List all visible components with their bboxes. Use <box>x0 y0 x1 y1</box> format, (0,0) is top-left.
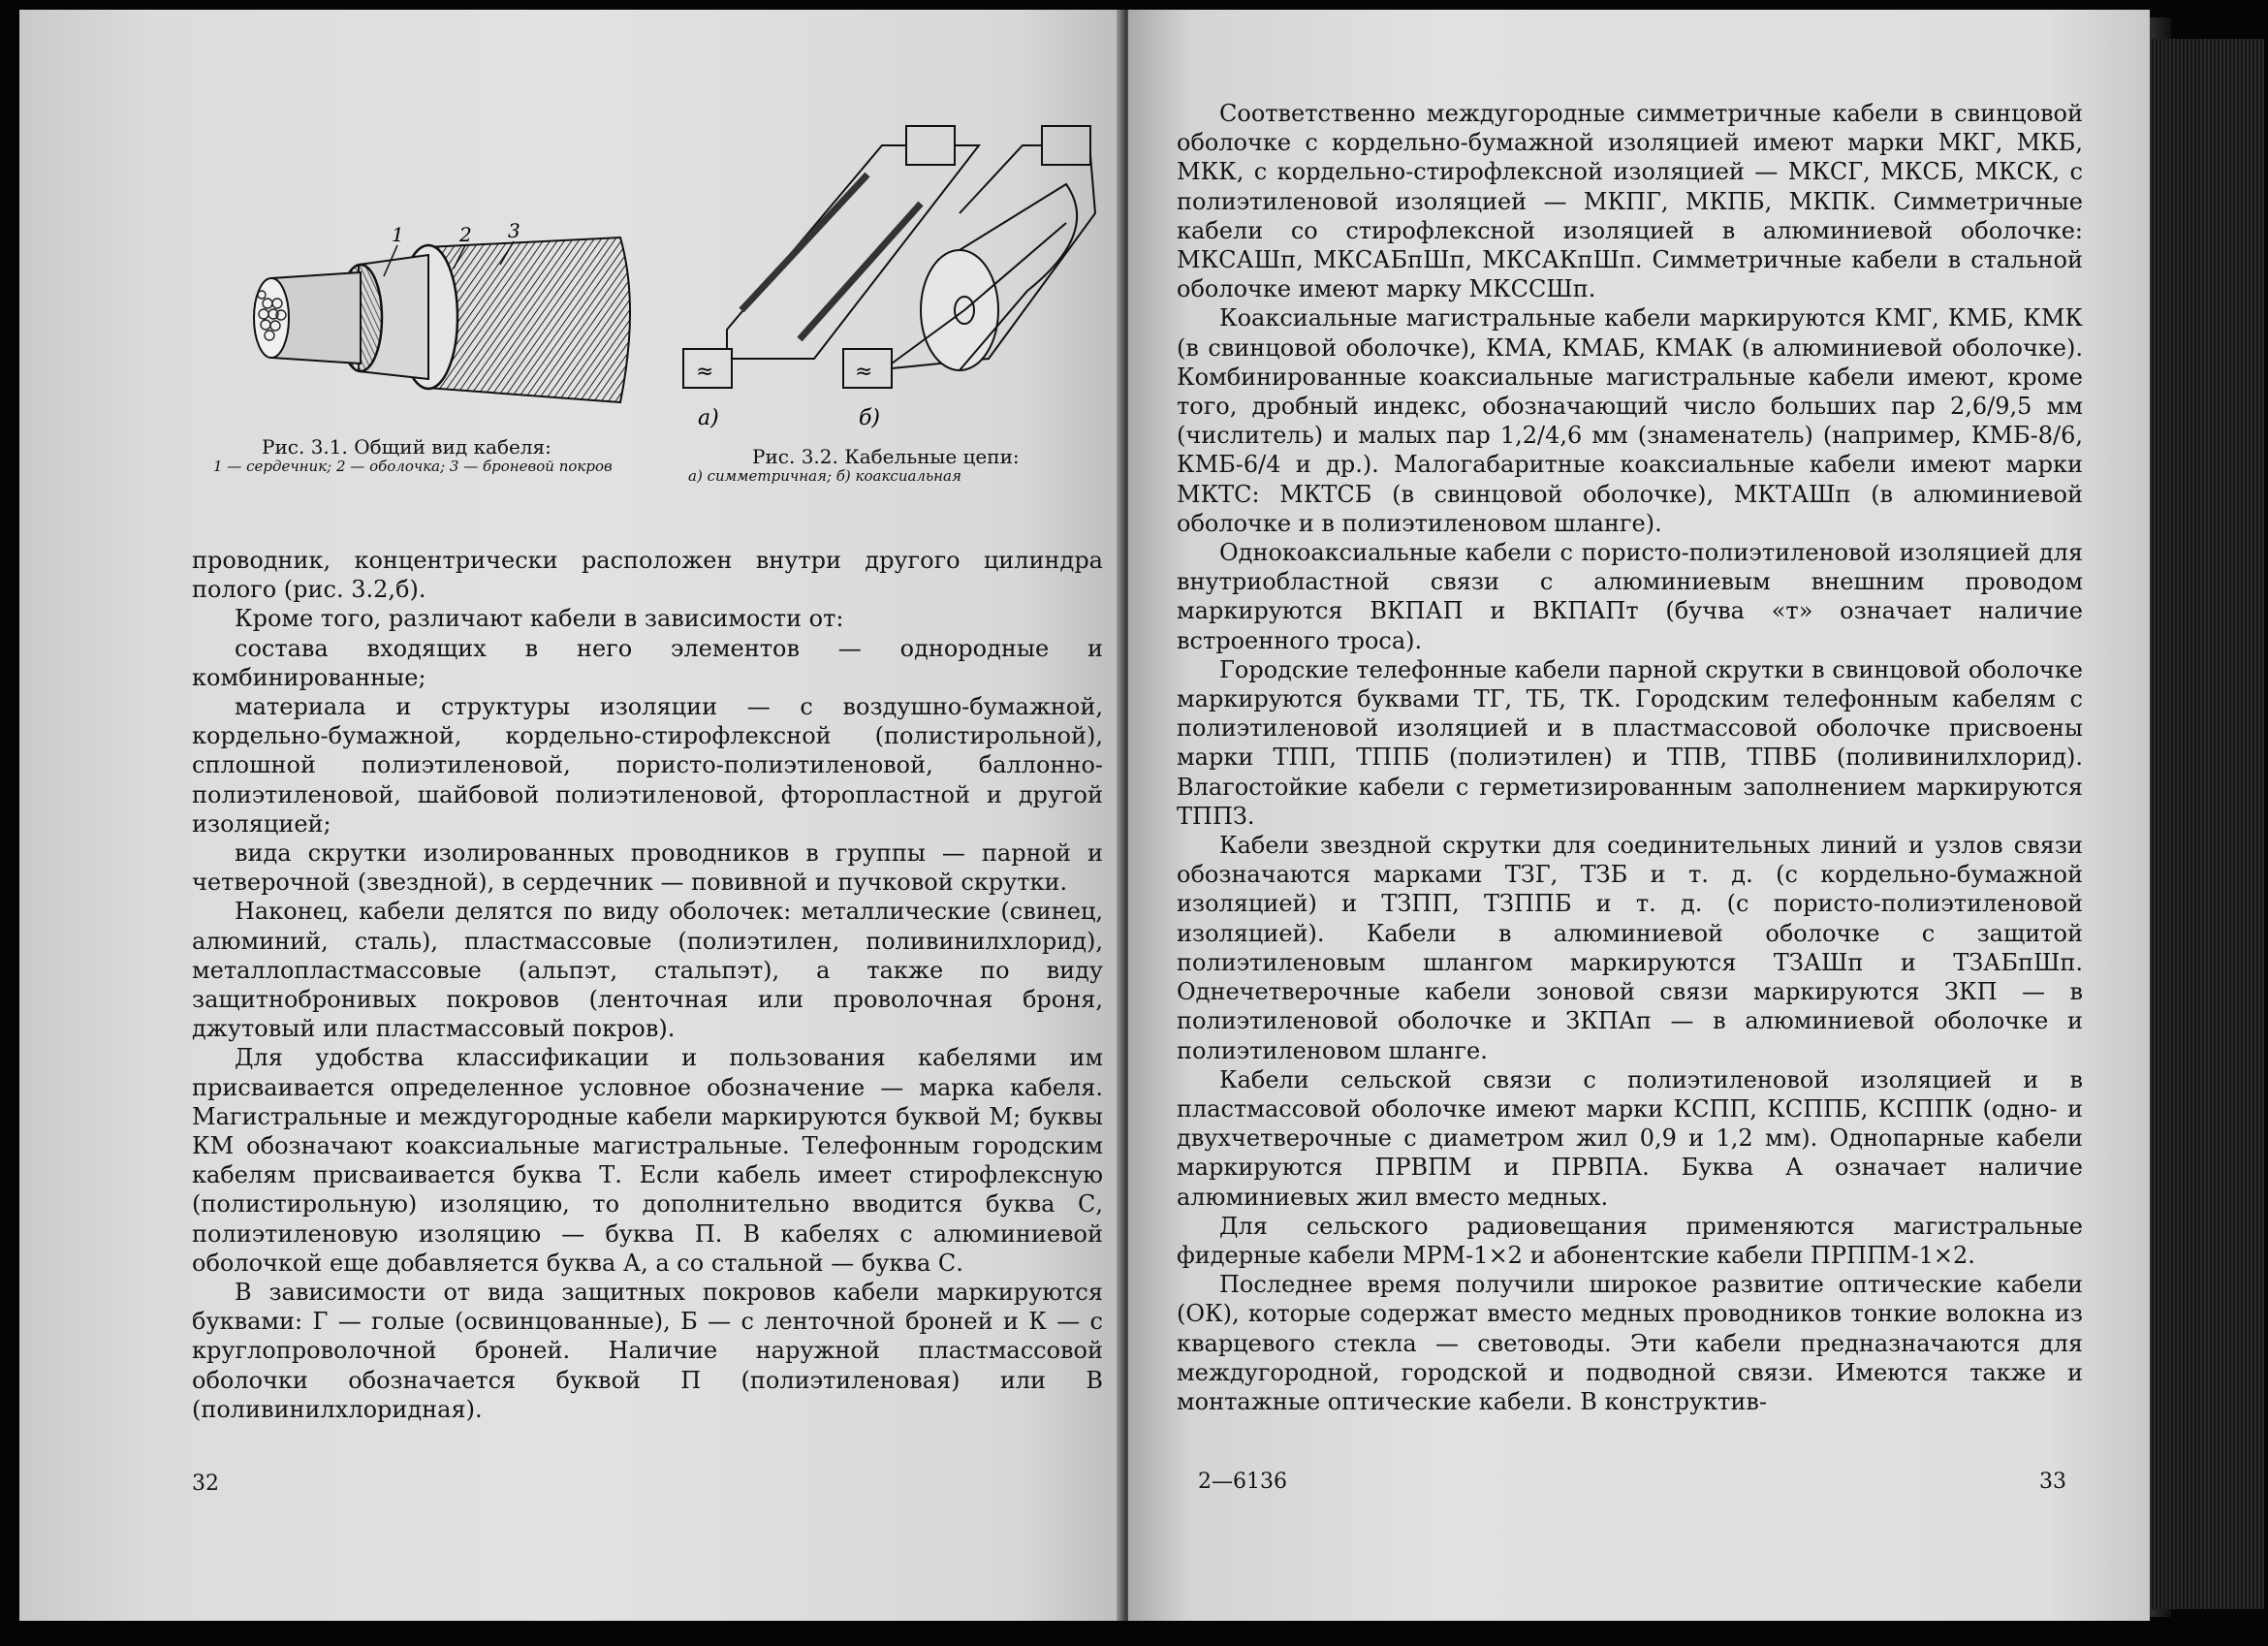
left-page-body <box>192 546 1103 1424</box>
paragraph: Последнее время получили широкое развитие оптические кабели (ОК), которые содержат вместо медных проводников тонкие волокна из кварцевого стекла — световоды. Эти кабели предназначаются для междугородной, городской и подводной связи. Имеются также и монтажные оптические кабели. В конструктив- <box>1177 1271 2083 1415</box>
paragraph: В зависимости от вида защитных покровов кабели маркируются буквами: Г — голые (освинцованные), Б — с ленточной броней и К — с круглопроволочной броней. Наличие наружной пластмассовой оболочки обозначается буквой П (полиэтиленовая) или В (поливинилхлоридная). <box>192 1279 1103 1423</box>
left-page <box>19 10 1122 1621</box>
paragraph: Кроме того, различают кабели в зависимости от: <box>235 605 844 633</box>
right-page <box>1128 10 2150 1621</box>
figure1-label-2: 2 <box>459 223 472 246</box>
paragraph: Для сельского радиовещания применяются магистральные фидерные кабели МРМ-1×2 и абонентские кабели ПРППМ-1×2. <box>1177 1212 2083 1269</box>
figure2-caption <box>688 446 1095 486</box>
paragraph: материала и структуры изоляции — с воздушно-бумажной, кордельно-бумажной, кордельно-стирофлексной (полистирольной), сплошной полиэтиленовой, пористо-полиэтиленовой, баллонно-полиэтиленовой, шайбовой полиэтиленовой, фторопластной и другой изоляцией; <box>192 693 1103 838</box>
paragraph: проводник, концентрически расположен внутри другого цилиндра полого (рис. 3.2,б). <box>192 547 1103 604</box>
paragraph: Кабели сельской связи с полиэтиленовой изоляцией и в пластмассовой оболочке имеют марки КСПП, КСППБ, КСППК (одно- и двухчетверочные с диаметром жил 0,9 и 1,2 мм). Однопарные кабели маркируются ПРВПМ и ПРВПА. Буква А означает наличие алюминиевых жил вместо медных. <box>1177 1065 2083 1211</box>
book-page-edges <box>2150 39 2264 1609</box>
figure1-label-3: 3 <box>508 219 520 242</box>
paragraph: Для удобства классификации и пользования кабелями им присваивается определенное условное обозначение — марка кабеля. Магистральные и междугородные кабели маркируются буквой М; буквы КМ обозначают коаксиальные магистральные. Телефонным городским кабелям присваивается буква Т. Если кабель имеет стирофлексную (полистирольную) изоляцию, то дополнительно вводится буква С, полиэтиленовую изоляцию — буква П. В кабелях с алюминиевой оболочкой еще добавляется буква А, а со стальной — буква С. <box>192 1044 1103 1277</box>
figure1-caption-legend: 1 — сердечник; 2 — оболочка; 3 — броневой покров <box>213 458 613 475</box>
figure2-caption-legend: а) симметричная; б) коаксиальная <box>688 467 961 485</box>
paragraph: Кабели звездной скрутки для соединительных линий и узлов связи обозначаются марками ТЗГ, ТЗБ и т. д. (с кордельно-бумажной изоляцией) и ТЗПП, ТЗППБ и т. д. (с пористо-полиэтиленовой изоляцией). Кабели в алюминиевой оболочке с защитой полиэтиленовым шлангом маркируются ТЗАШп и ТЗАБпШп. Однечетверочные кабели зоновой связи маркируются ЗКП — в полиэтиленовой оболочке и ЗКПАп — в алюминиевой оболочке и полиэтиленовом шланге. <box>1177 832 2083 1064</box>
printer-signature: 2—6136 <box>1198 1470 1287 1494</box>
right-page-body <box>1177 99 2083 1416</box>
figure2-label-a: а) <box>698 406 719 430</box>
paragraph: состава входящих в него элементов — однородные и комбинированные; <box>192 634 1103 691</box>
paragraph: Коаксиальные магистральные кабели маркируются КМГ, КМБ, КМК (в свинцовой оболочке), КМА, КМАБ, КМАК (в алюминиевой оболочке). Комбинированные коаксиальные магистральные кабели имеют, кроме того, дробный индекс, обозначающий число больших пар 2,6/9,5 мм (числитель) и малых пар 1,2/4,6 мм (знаменатель) (например, КМБ-8/6, КМБ-6/4 и др.). Малогабаритные коаксиальные кабели имеют марки МКТС: МКТСБ (в свинцовой оболочке), МКТАШп (в алюминиевой оболочке и в полиэтиленовом шланге). <box>1177 304 2083 537</box>
paragraph: Городские телефонные кабели парной скрутки в свинцовой оболочке маркируются буквами ТГ, ТБ, ТК. Городским телефонным кабелям с полиэтиленовой изоляцией и в пластмассовой оболочке присвоены марки ТПП, ТППБ (полиэтилен) и ТПВ, ТПВБ (поливинилхлорид). Влагостойкие кабели с герметизированным заполнением маркируются ТППЗ. <box>1177 655 2083 830</box>
figure1-label-1: 1 <box>392 223 404 246</box>
svg-text:≈: ≈ <box>855 360 873 384</box>
figure2-caption-title: Рис. 3.2. Кабельные цепи: <box>752 445 1020 468</box>
figure1-caption-title: Рис. 3.1. Общий вид кабеля: <box>262 435 551 459</box>
paragraph: Однокоаксиальные кабели с пористо-полиэтиленовой изоляцией для внутриобластной связи с алюминиевым внешним проводом маркируются ВКПАП и ВКПАПт (бучва «т» означает наличие встроенного троса). <box>1177 539 2083 654</box>
paragraph: Соответственно междугородные симметричные кабели в свинцовой оболочке с кордельно-бумажной изоляцией имеют марки МКГ, МКБ, МКК, с кордельно-стирофлексной изоляцией — МКСГ, МКСБ, МКСК, с полиэтиленовой изоляцией — МКПГ, МКПБ, МКПК. Симметричные кабели со стирофлексной изоляцией в алюминиевой оболочке: МКСАШп, МКСАБпШп, МКСАКпШп. Симметричные кабели в стальной оболочке имеют марку МКССШп. <box>1177 100 2083 303</box>
figure-cable-illustration <box>204 218 640 422</box>
figure1-caption <box>213 436 620 476</box>
figure2-label-b: б) <box>859 406 881 430</box>
page-number-right: 33 <box>2039 1470 2066 1494</box>
paragraph: вида скрутки изолированных проводников в группы — парной и четверочной (звездной), в сердечник — повивной и пучковой скрутки. <box>192 839 1103 897</box>
page-number-left: 32 <box>192 1472 219 1496</box>
figure-cable-circuits-diagram <box>640 116 1105 436</box>
svg-text:≈: ≈ <box>696 360 714 384</box>
book-spread <box>19 10 2150 1621</box>
paragraph: Наконец, кабели делятся по виду оболочек: металлические (свинец, алюминий, сталь), пластмассовые (полиэтилен, поливинилхлорид), металлопластмассовые (альпэт, стальпэт), а также по виду защитнобронивых покровов (ленточная или проволочная броня, джутовый или пластмассовый покров). <box>192 898 1103 1043</box>
